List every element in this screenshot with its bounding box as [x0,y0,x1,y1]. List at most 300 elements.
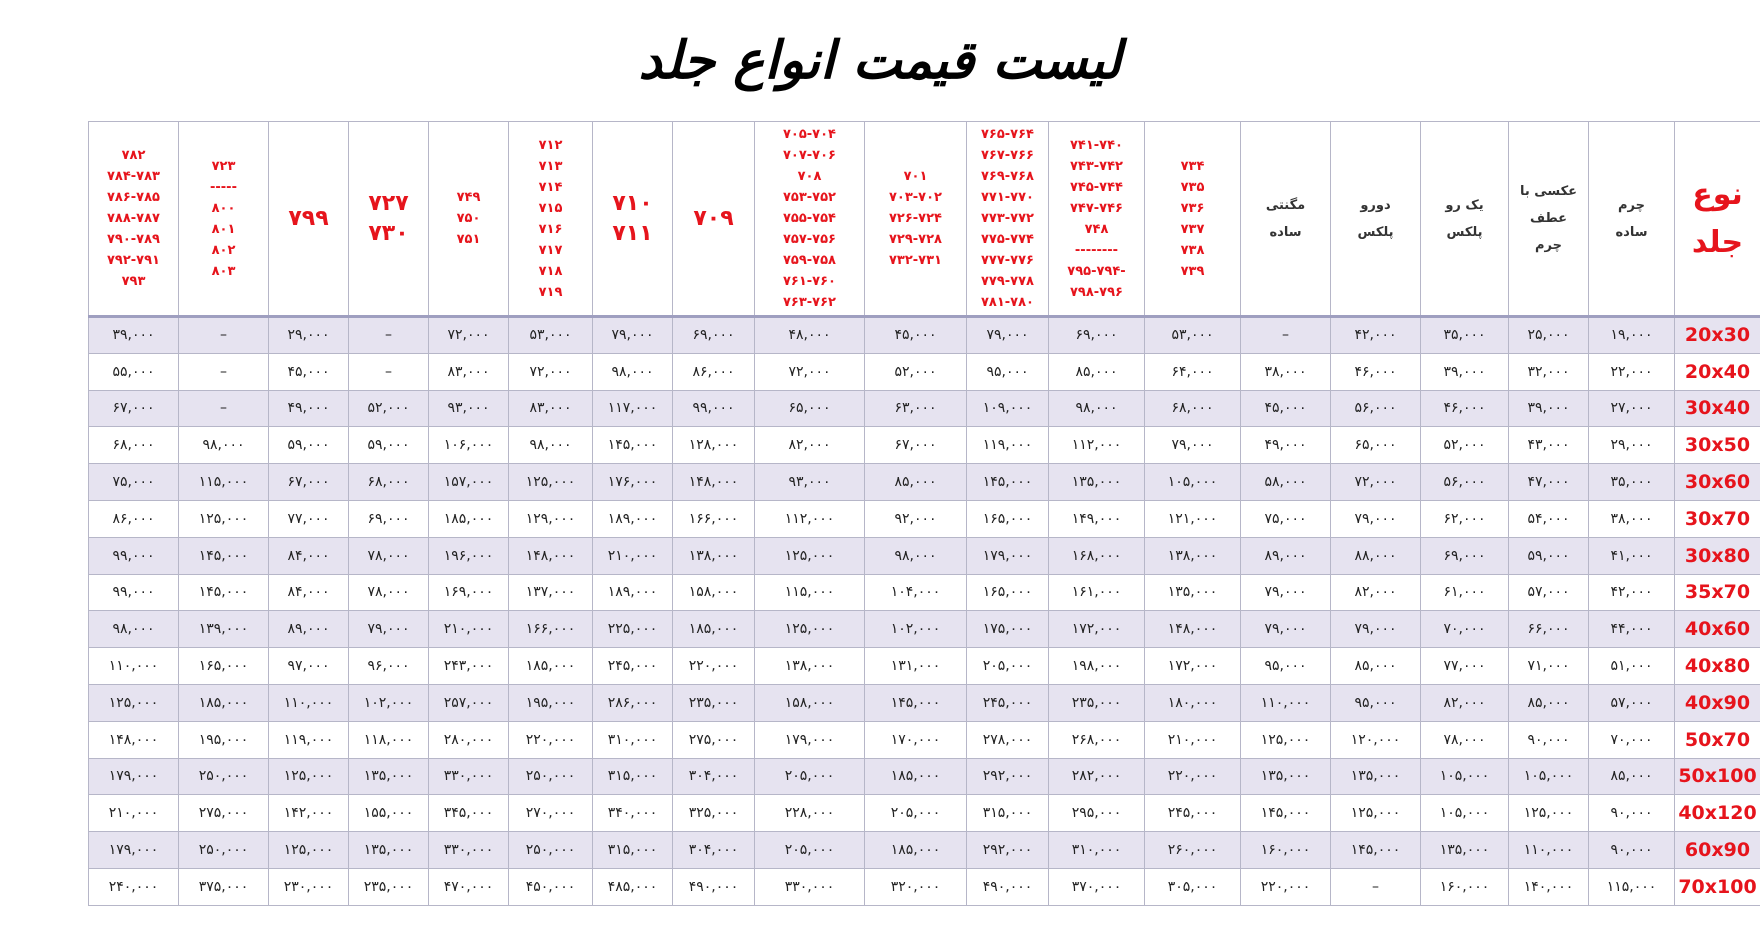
row-size-label: 30x70 [1675,500,1760,537]
price-cell: ۶۵,۰۰۰ [1331,427,1421,464]
row-size-label: 20x30 [1675,317,1760,354]
price-cell: ۶۸,۰۰۰ [1145,390,1241,427]
price-cell: ۷۱,۰۰۰ [1509,648,1589,685]
price-cell: – [179,390,269,427]
price-cell: ۱۰۵,۰۰۰ [1421,758,1509,795]
price-cell: ۱۴۵,۰۰۰ [1331,832,1421,869]
price-cell: ۱۴۸,۰۰۰ [1145,611,1241,648]
price-cell: ۱۱۸,۰۰۰ [349,721,429,758]
price-cell: ۲۲۸,۰۰۰ [755,795,865,832]
price-cell: ۸۳,۰۰۰ [429,353,509,390]
price-cell: ۱۲۰,۰۰۰ [1331,721,1421,758]
price-cell: ۸۳,۰۰۰ [509,390,593,427]
price-cell: ۱۹۸,۰۰۰ [1049,648,1145,685]
price-cell: ۱۵۸,۰۰۰ [755,684,865,721]
price-cell: ۱۳۹,۰۰۰ [179,611,269,648]
price-cell: ۶۹,۰۰۰ [1421,537,1509,574]
price-cell: ۳۸,۰۰۰ [1241,353,1331,390]
price-cell: ۴۵,۰۰۰ [1241,390,1331,427]
table-row [89,317,1760,354]
row-size-label: 35x70 [1675,574,1760,611]
price-cell: ۴۴,۰۰۰ [1589,611,1675,648]
price-cell: ۲۸۰,۰۰۰ [429,721,509,758]
price-cell: ۸۲,۰۰۰ [755,427,865,464]
price-cell: ۱۱۵,۰۰۰ [1589,868,1675,905]
price-cell: ۱۶۵,۰۰۰ [179,648,269,685]
price-cell: ۲۲۰,۰۰۰ [509,721,593,758]
price-cell: ۳۹,۰۰۰ [89,317,179,354]
price-cell: ۹۹,۰۰۰ [673,390,755,427]
price-cell: ۱۸۵,۰۰۰ [865,758,967,795]
price-cell: ۳۵,۰۰۰ [1421,317,1509,354]
price-cell: ۳۸,۰۰۰ [1589,500,1675,537]
price-cell: ۴۶,۰۰۰ [1421,390,1509,427]
price-cell: ۵۹,۰۰۰ [349,427,429,464]
price-cell: ۱۱۰,۰۰۰ [269,684,349,721]
price-cell: ۳۲۵,۰۰۰ [673,795,755,832]
price-cell: ۱۵۸,۰۰۰ [673,574,755,611]
price-cell: ۱۶۰,۰۰۰ [1421,868,1509,905]
table-row [89,390,1760,427]
price-cell: ۴۵,۰۰۰ [269,353,349,390]
price-cell: – [179,353,269,390]
price-cell: ۲۲,۰۰۰ [1589,353,1675,390]
price-cell: ۸۴,۰۰۰ [269,537,349,574]
price-cell: ۷۹,۰۰۰ [1331,611,1421,648]
price-cell: ۹۲,۰۰۰ [865,500,967,537]
row-size-label: 60x90 [1675,832,1760,869]
header-col-codes-764: ۷۶۵-۷۶۴ ۷۶۷-۷۶۶ ۷۶۹-۷۶۸ ۷۷۱-۷۷۰ ۷۷۳-۷۷۲ ۷۷۵-۷۷۴ ۷۷۷-۷۷۶ ۷۷۹-۷۷۸ ۷۸۱-۷۸۰ [967,122,1049,317]
table-row [89,611,1760,648]
price-cell: ۱۸۵,۰۰۰ [509,648,593,685]
price-cell: ۱۳۱,۰۰۰ [865,648,967,685]
price-cell: ۷۹,۰۰۰ [1241,611,1331,648]
row-size-label: 50x70 [1675,721,1760,758]
price-cell: ۲۷,۰۰۰ [1589,390,1675,427]
price-cell: ۴۷۰,۰۰۰ [429,868,509,905]
price-cell: ۷۷,۰۰۰ [269,500,349,537]
price-cell: ۲۲۰,۰۰۰ [1145,758,1241,795]
price-cell: ۱۲۵,۰۰۰ [89,684,179,721]
price-cell: ۵۲,۰۰۰ [865,353,967,390]
row-size-label: 50x100 [1675,758,1760,795]
price-cell: ۹۵,۰۰۰ [967,353,1049,390]
price-cell: ۲۸۶,۰۰۰ [593,684,673,721]
price-cell: ۹۵,۰۰۰ [1331,684,1421,721]
price-cell: ۹۸,۰۰۰ [865,537,967,574]
price-cell: ۵۲,۰۰۰ [349,390,429,427]
price-cell: ۱۲۹,۰۰۰ [509,500,593,537]
price-cell: ۲۱۰,۰۰۰ [1145,721,1241,758]
price-cell: ۷۹,۰۰۰ [1241,574,1331,611]
price-cell: ۶۷,۰۰۰ [269,464,349,501]
price-cell: ۱۳۵,۰۰۰ [1049,464,1145,501]
price-cell: ۱۶۶,۰۰۰ [673,500,755,537]
price-cell: ۱۱۹,۰۰۰ [967,427,1049,464]
header-col-codes-710: ۷۱۰ ۷۱۱ [593,122,673,317]
price-cell: ۱۱۹,۰۰۰ [269,721,349,758]
price-cell: ۲۷۰,۰۰۰ [509,795,593,832]
price-cell: ۵۹,۰۰۰ [1509,537,1589,574]
price-cell: ۹۰,۰۰۰ [1589,795,1675,832]
price-cell: ۱۷۹,۰۰۰ [89,758,179,795]
price-cell: ۶۳,۰۰۰ [865,390,967,427]
price-cell: ۶۹,۰۰۰ [673,317,755,354]
price-cell: ۲۲۵,۰۰۰ [593,611,673,648]
price-cell: ۱۰۵,۰۰۰ [1421,795,1509,832]
price-cell: ۷۸,۰۰۰ [349,537,429,574]
price-cell: ۵۲,۰۰۰ [1421,427,1509,464]
header-col-codes-740: ۷۴۱-۷۴۰ ۷۴۳-۷۴۲ ۷۴۵-۷۴۴ ۷۴۷-۷۴۶ ۷۴۸ -------- -۷۹۵-۷۹۴ ۷۹۸-۷۹۶ [1049,122,1145,317]
price-cell: ۹۳,۰۰۰ [429,390,509,427]
price-cell: ۱۶۶,۰۰۰ [509,611,593,648]
price-cell: ۲۳۵,۰۰۰ [349,868,429,905]
price-cell: ۱۵۷,۰۰۰ [429,464,509,501]
price-cell: ۳۳۰,۰۰۰ [429,832,509,869]
price-cell: ۹۰,۰۰۰ [1509,721,1589,758]
price-cell: ۱۷۹,۰۰۰ [967,537,1049,574]
price-cell: ۳۱۵,۰۰۰ [593,758,673,795]
price-cell: ۱۶۰,۰۰۰ [1241,832,1331,869]
price-cell: ۹۸,۰۰۰ [179,427,269,464]
price-cell: ۸۸,۰۰۰ [1331,537,1421,574]
price-cell: ۱۸۰,۰۰۰ [1145,684,1241,721]
price-cell: ۳۱۵,۰۰۰ [967,795,1049,832]
price-cell: ۳۹,۰۰۰ [1509,390,1589,427]
price-cell: ۴۶,۰۰۰ [1331,353,1421,390]
price-cell: ۲۵۰,۰۰۰ [179,832,269,869]
price-cell: ۱۰۴,۰۰۰ [865,574,967,611]
price-cell: ۷۰,۰۰۰ [1421,611,1509,648]
header-col-plain-leather: چرم ساده [1589,122,1675,317]
header-col-double-plexi: دورو پلکس [1331,122,1421,317]
price-cell: ۸۵,۰۰۰ [1589,758,1675,795]
price-cell: ۱۰۵,۰۰۰ [1145,464,1241,501]
header-col-codes-727: ۷۲۷ ۷۳۰ [349,122,429,317]
row-size-label: 30x40 [1675,390,1760,427]
table-row [89,832,1760,869]
table-row [89,500,1760,537]
header-col-photo-leather-spine: عکسی با عطف چرم [1509,122,1589,317]
price-cell: ۴۹۰,۰۰۰ [673,868,755,905]
price-cell: ۴۸۵,۰۰۰ [593,868,673,905]
price-cell: ۱۳۷,۰۰۰ [509,574,593,611]
price-cell: ۴۹۰,۰۰۰ [967,868,1049,905]
price-cell: – [179,317,269,354]
price-cell: ۲۷۵,۰۰۰ [673,721,755,758]
header-col-codes-701: ۷۰۱ ۷۰۳-۷۰۲ ۷۲۶-۷۲۴ ۷۲۹-۷۲۸ ۷۳۲-۷۳۱ [865,122,967,317]
price-cell: ۱۹۵,۰۰۰ [179,721,269,758]
price-cell: ۱۰۲,۰۰۰ [865,611,967,648]
price-cell: ۴۷,۰۰۰ [1509,464,1589,501]
price-cell: ۲۳۵,۰۰۰ [1049,684,1145,721]
price-cell: ۱۲۵,۰۰۰ [1241,721,1331,758]
table-row [89,868,1760,905]
price-cell: ۱۲۸,۰۰۰ [673,427,755,464]
price-cell: ۲۹۵,۰۰۰ [1049,795,1145,832]
header-col-codes-749: ۷۴۹ ۷۵۰ ۷۵۱ [429,122,509,317]
price-cell: ۸۵,۰۰۰ [1049,353,1145,390]
price-cell: ۹۸,۰۰۰ [593,353,673,390]
price-cell: ۷۲,۰۰۰ [755,353,865,390]
price-cell: ۹۸,۰۰۰ [509,427,593,464]
price-cell: ۲۵۰,۰۰۰ [179,758,269,795]
price-cell: ۱۱۰,۰۰۰ [1509,832,1589,869]
price-cell: ۳۱۰,۰۰۰ [593,721,673,758]
price-cell: ۴۸,۰۰۰ [755,317,865,354]
price-cell: ۲۵۰,۰۰۰ [509,758,593,795]
price-cell: ۲۹,۰۰۰ [1589,427,1675,464]
header-col-code-709: ۷۰۹ [673,122,755,317]
header-type-size: نوع جلد [1675,122,1760,317]
price-cell: ۲۲۰,۰۰۰ [1241,868,1331,905]
price-cell: ۱۹,۰۰۰ [1589,317,1675,354]
price-cell: ۲۹۲,۰۰۰ [967,832,1049,869]
price-cell: – [349,317,429,354]
price-cell: ۳۰۴,۰۰۰ [673,832,755,869]
price-cell: ۱۴۸,۰۰۰ [509,537,593,574]
price-cell: ۳۰۵,۰۰۰ [1145,868,1241,905]
price-cell: ۱۵۵,۰۰۰ [349,795,429,832]
price-cell: ۴۲,۰۰۰ [1589,574,1675,611]
price-cell: ۷۸,۰۰۰ [1421,721,1509,758]
price-cell: ۱۸۹,۰۰۰ [593,574,673,611]
price-cell: ۳۴۰,۰۰۰ [593,795,673,832]
table-row [89,721,1760,758]
price-cell: ۲۰۵,۰۰۰ [755,832,865,869]
header-col-magnetic-plain: مگنتی ساده [1241,122,1331,317]
price-cell: ۱۳۵,۰۰۰ [349,758,429,795]
price-cell: ۸۹,۰۰۰ [269,611,349,648]
price-cell: ۷۵,۰۰۰ [89,464,179,501]
price-cell: ۱۳۵,۰۰۰ [1331,758,1421,795]
price-cell: ۱۸۵,۰۰۰ [865,832,967,869]
price-cell: ۱۶۵,۰۰۰ [967,574,1049,611]
price-cell: ۷۹,۰۰۰ [593,317,673,354]
table-row [89,353,1760,390]
price-cell: ۱۱۰,۰۰۰ [89,648,179,685]
price-cell: ۶۷,۰۰۰ [89,390,179,427]
price-cell: ۱۱۷,۰۰۰ [593,390,673,427]
price-cell: ۹۰,۰۰۰ [1589,832,1675,869]
price-cell: ۵۶,۰۰۰ [1331,390,1421,427]
price-cell: ۱۳۵,۰۰۰ [1241,758,1331,795]
price-cell: ۹۸,۰۰۰ [1049,390,1145,427]
price-cell: ۱۱۵,۰۰۰ [755,574,865,611]
price-cell: ۵۸,۰۰۰ [1241,464,1331,501]
price-cell: ۷۵,۰۰۰ [1241,500,1331,537]
price-cell: ۲۷۸,۰۰۰ [967,721,1049,758]
price-cell: ۵۱,۰۰۰ [1589,648,1675,685]
price-cell: ۶۲,۰۰۰ [1421,500,1509,537]
price-cell: ۶۸,۰۰۰ [349,464,429,501]
row-size-label: 40x60 [1675,611,1760,648]
table-row [89,684,1760,721]
price-cell: ۱۲۵,۰۰۰ [1331,795,1421,832]
price-cell: ۳۲,۰۰۰ [1509,353,1589,390]
row-size-label: 30x50 [1675,427,1760,464]
price-cell: ۴۵,۰۰۰ [865,317,967,354]
price-cell: ۸۶,۰۰۰ [89,500,179,537]
price-cell: ۲۵۷,۰۰۰ [429,684,509,721]
price-cell: ۹۷,۰۰۰ [269,648,349,685]
price-cell: ۱۸۵,۰۰۰ [429,500,509,537]
header-col-codes-712: ۷۱۲ ۷۱۳ ۷۱۴ ۷۱۵ ۷۱۶ ۷۱۷ ۷۱۸ ۷۱۹ [509,122,593,317]
price-cell: ۱۳۸,۰۰۰ [1145,537,1241,574]
price-cell: ۳۴۵,۰۰۰ [429,795,509,832]
price-cell: ۱۳۵,۰۰۰ [349,832,429,869]
price-cell: ۲۵,۰۰۰ [1509,317,1589,354]
row-size-label: 40x90 [1675,684,1760,721]
price-cell: ۱۲۵,۰۰۰ [179,500,269,537]
price-cell: ۱۶۹,۰۰۰ [429,574,509,611]
price-cell: ۹۸,۰۰۰ [89,611,179,648]
price-cell: ۵۵,۰۰۰ [89,353,179,390]
price-cell: – [1331,868,1421,905]
price-cell: ۳۳۰,۰۰۰ [755,868,865,905]
price-cell: ۷۰,۰۰۰ [1589,721,1675,758]
price-table [88,121,1760,906]
price-cell: ۲۳۵,۰۰۰ [673,684,755,721]
price-cell: ۳۵,۰۰۰ [1589,464,1675,501]
price-cell: ۳۱۰,۰۰۰ [1049,832,1145,869]
price-cell: ۴۹,۰۰۰ [269,390,349,427]
page-title: لیست قیمت انواع جلد [638,30,1122,91]
price-cell: ۲۰۵,۰۰۰ [865,795,967,832]
price-cell: ۶۴,۰۰۰ [1145,353,1241,390]
price-cell: ۵۹,۰۰۰ [269,427,349,464]
price-cell: ۸۲,۰۰۰ [1331,574,1421,611]
price-cell: ۱۲۵,۰۰۰ [269,758,349,795]
price-cell: ۱۴۵,۰۰۰ [865,684,967,721]
price-cell: ۱۴۸,۰۰۰ [673,464,755,501]
price-cell: – [349,353,429,390]
row-size-label: 70x100 [1675,868,1760,905]
price-cell: ۱۷۵,۰۰۰ [967,611,1049,648]
price-cell: ۸۵,۰۰۰ [1509,684,1589,721]
price-cell: ۱۲۵,۰۰۰ [269,832,349,869]
price-cell: ۲۰۵,۰۰۰ [967,648,1049,685]
price-cell: ۱۴۵,۰۰۰ [179,537,269,574]
price-cell: ۱۲۱,۰۰۰ [1145,500,1241,537]
price-cell: ۲۱۰,۰۰۰ [429,611,509,648]
price-cell: ۷۹,۰۰۰ [1145,427,1241,464]
price-cell: ۱۰۹,۰۰۰ [967,390,1049,427]
price-cell: ۳۲۰,۰۰۰ [865,868,967,905]
price-cell: ۴۱,۰۰۰ [1589,537,1675,574]
price-cell: ۱۸۹,۰۰۰ [593,500,673,537]
price-cell: ۱۶۸,۰۰۰ [1049,537,1145,574]
price-cell: ۷۹,۰۰۰ [1331,500,1421,537]
price-cell: ۲۴۳,۰۰۰ [429,648,509,685]
price-cell: ۱۶۵,۰۰۰ [967,500,1049,537]
price-cell: ۱۷۶,۰۰۰ [593,464,673,501]
header-col-codes-734: ۷۳۴ ۷۳۵ ۷۳۶ ۷۳۷ ۷۳۸ ۷۳۹ [1145,122,1241,317]
price-cell: ۱۴۵,۰۰۰ [593,427,673,464]
price-cell: ۸۲,۰۰۰ [1421,684,1509,721]
price-cell: ۷۸,۰۰۰ [349,574,429,611]
price-cell: ۲۰۵,۰۰۰ [755,758,865,795]
price-cell: ۸۵,۰۰۰ [865,464,967,501]
price-cell: ۵۴,۰۰۰ [1509,500,1589,537]
price-cell: ۶۵,۰۰۰ [755,390,865,427]
price-cell: ۵۷,۰۰۰ [1509,574,1589,611]
price-cell: ۱۴۵,۰۰۰ [179,574,269,611]
price-cell: ۱۳۵,۰۰۰ [1421,832,1509,869]
price-cell: ۷۹,۰۰۰ [349,611,429,648]
price-cell: ۱۱۲,۰۰۰ [755,500,865,537]
price-cell: ۲۱۰,۰۰۰ [593,537,673,574]
header-col-code-799: ۷۹۹ [269,122,349,317]
table-row [89,574,1760,611]
price-cell: ۲۷۵,۰۰۰ [179,795,269,832]
price-cell: ۱۴۹,۰۰۰ [1049,500,1145,537]
price-cell: ۲۴۰,۰۰۰ [89,868,179,905]
price-cell: ۹۹,۰۰۰ [89,574,179,611]
price-cell: ۱۲۵,۰۰۰ [509,464,593,501]
header-row [89,122,1760,317]
price-cell: ۱۱۲,۰۰۰ [1049,427,1145,464]
price-cell: ۹۵,۰۰۰ [1241,648,1331,685]
price-cell: ۱۷۹,۰۰۰ [89,832,179,869]
table-row [89,758,1760,795]
price-cell: ۳۷۰,۰۰۰ [1049,868,1145,905]
price-cell: ۷۹,۰۰۰ [967,317,1049,354]
price-cell: ۲۱۰,۰۰۰ [89,795,179,832]
price-cell: ۵۷,۰۰۰ [1589,684,1675,721]
price-cell: ۷۲,۰۰۰ [1331,464,1421,501]
table-row [89,427,1760,464]
price-cell: ۹۳,۰۰۰ [755,464,865,501]
price-cell: ۴۵۰,۰۰۰ [509,868,593,905]
table-row [89,464,1760,501]
price-cell: ۱۷۲,۰۰۰ [1145,648,1241,685]
price-cell: ۱۶۱,۰۰۰ [1049,574,1145,611]
price-cell: ۱۴۵,۰۰۰ [967,464,1049,501]
price-cell: ۵۳,۰۰۰ [509,317,593,354]
price-cell: ۲۳۰,۰۰۰ [269,868,349,905]
price-cell: ۱۲۵,۰۰۰ [1509,795,1589,832]
price-cell: ۵۶,۰۰۰ [1421,464,1509,501]
price-cell: ۸۹,۰۰۰ [1241,537,1331,574]
price-cell: ۱۷۲,۰۰۰ [1049,611,1145,648]
price-cell: ۱۰۵,۰۰۰ [1509,758,1589,795]
price-cell: ۳۹,۰۰۰ [1421,353,1509,390]
table-row [89,795,1760,832]
price-cell: – [1241,317,1331,354]
price-cell: ۱۸۵,۰۰۰ [673,611,755,648]
price-cell: ۳۳۰,۰۰۰ [429,758,509,795]
price-cell: ۲۸۲,۰۰۰ [1049,758,1145,795]
header-col-single-plexi: یک رو پلکس [1421,122,1509,317]
price-cell: ۲۹,۰۰۰ [269,317,349,354]
price-cell: ۸۶,۰۰۰ [673,353,755,390]
price-cell: ۶۶,۰۰۰ [1509,611,1589,648]
table-row [89,537,1760,574]
price-cell: ۱۷۰,۰۰۰ [865,721,967,758]
price-cell: ۲۴۵,۰۰۰ [593,648,673,685]
price-cell: ۲۶۸,۰۰۰ [1049,721,1145,758]
row-size-label: 20x40 [1675,353,1760,390]
price-cell: ۸۵,۰۰۰ [1331,648,1421,685]
price-cell: ۱۳۵,۰۰۰ [1145,574,1241,611]
price-cell: ۶۱,۰۰۰ [1421,574,1509,611]
price-cell: ۱۷۹,۰۰۰ [755,721,865,758]
price-cell: ۷۲,۰۰۰ [509,353,593,390]
price-cell: ۳۱۵,۰۰۰ [593,832,673,869]
price-cell: ۲۴۵,۰۰۰ [1145,795,1241,832]
table-row [89,648,1760,685]
